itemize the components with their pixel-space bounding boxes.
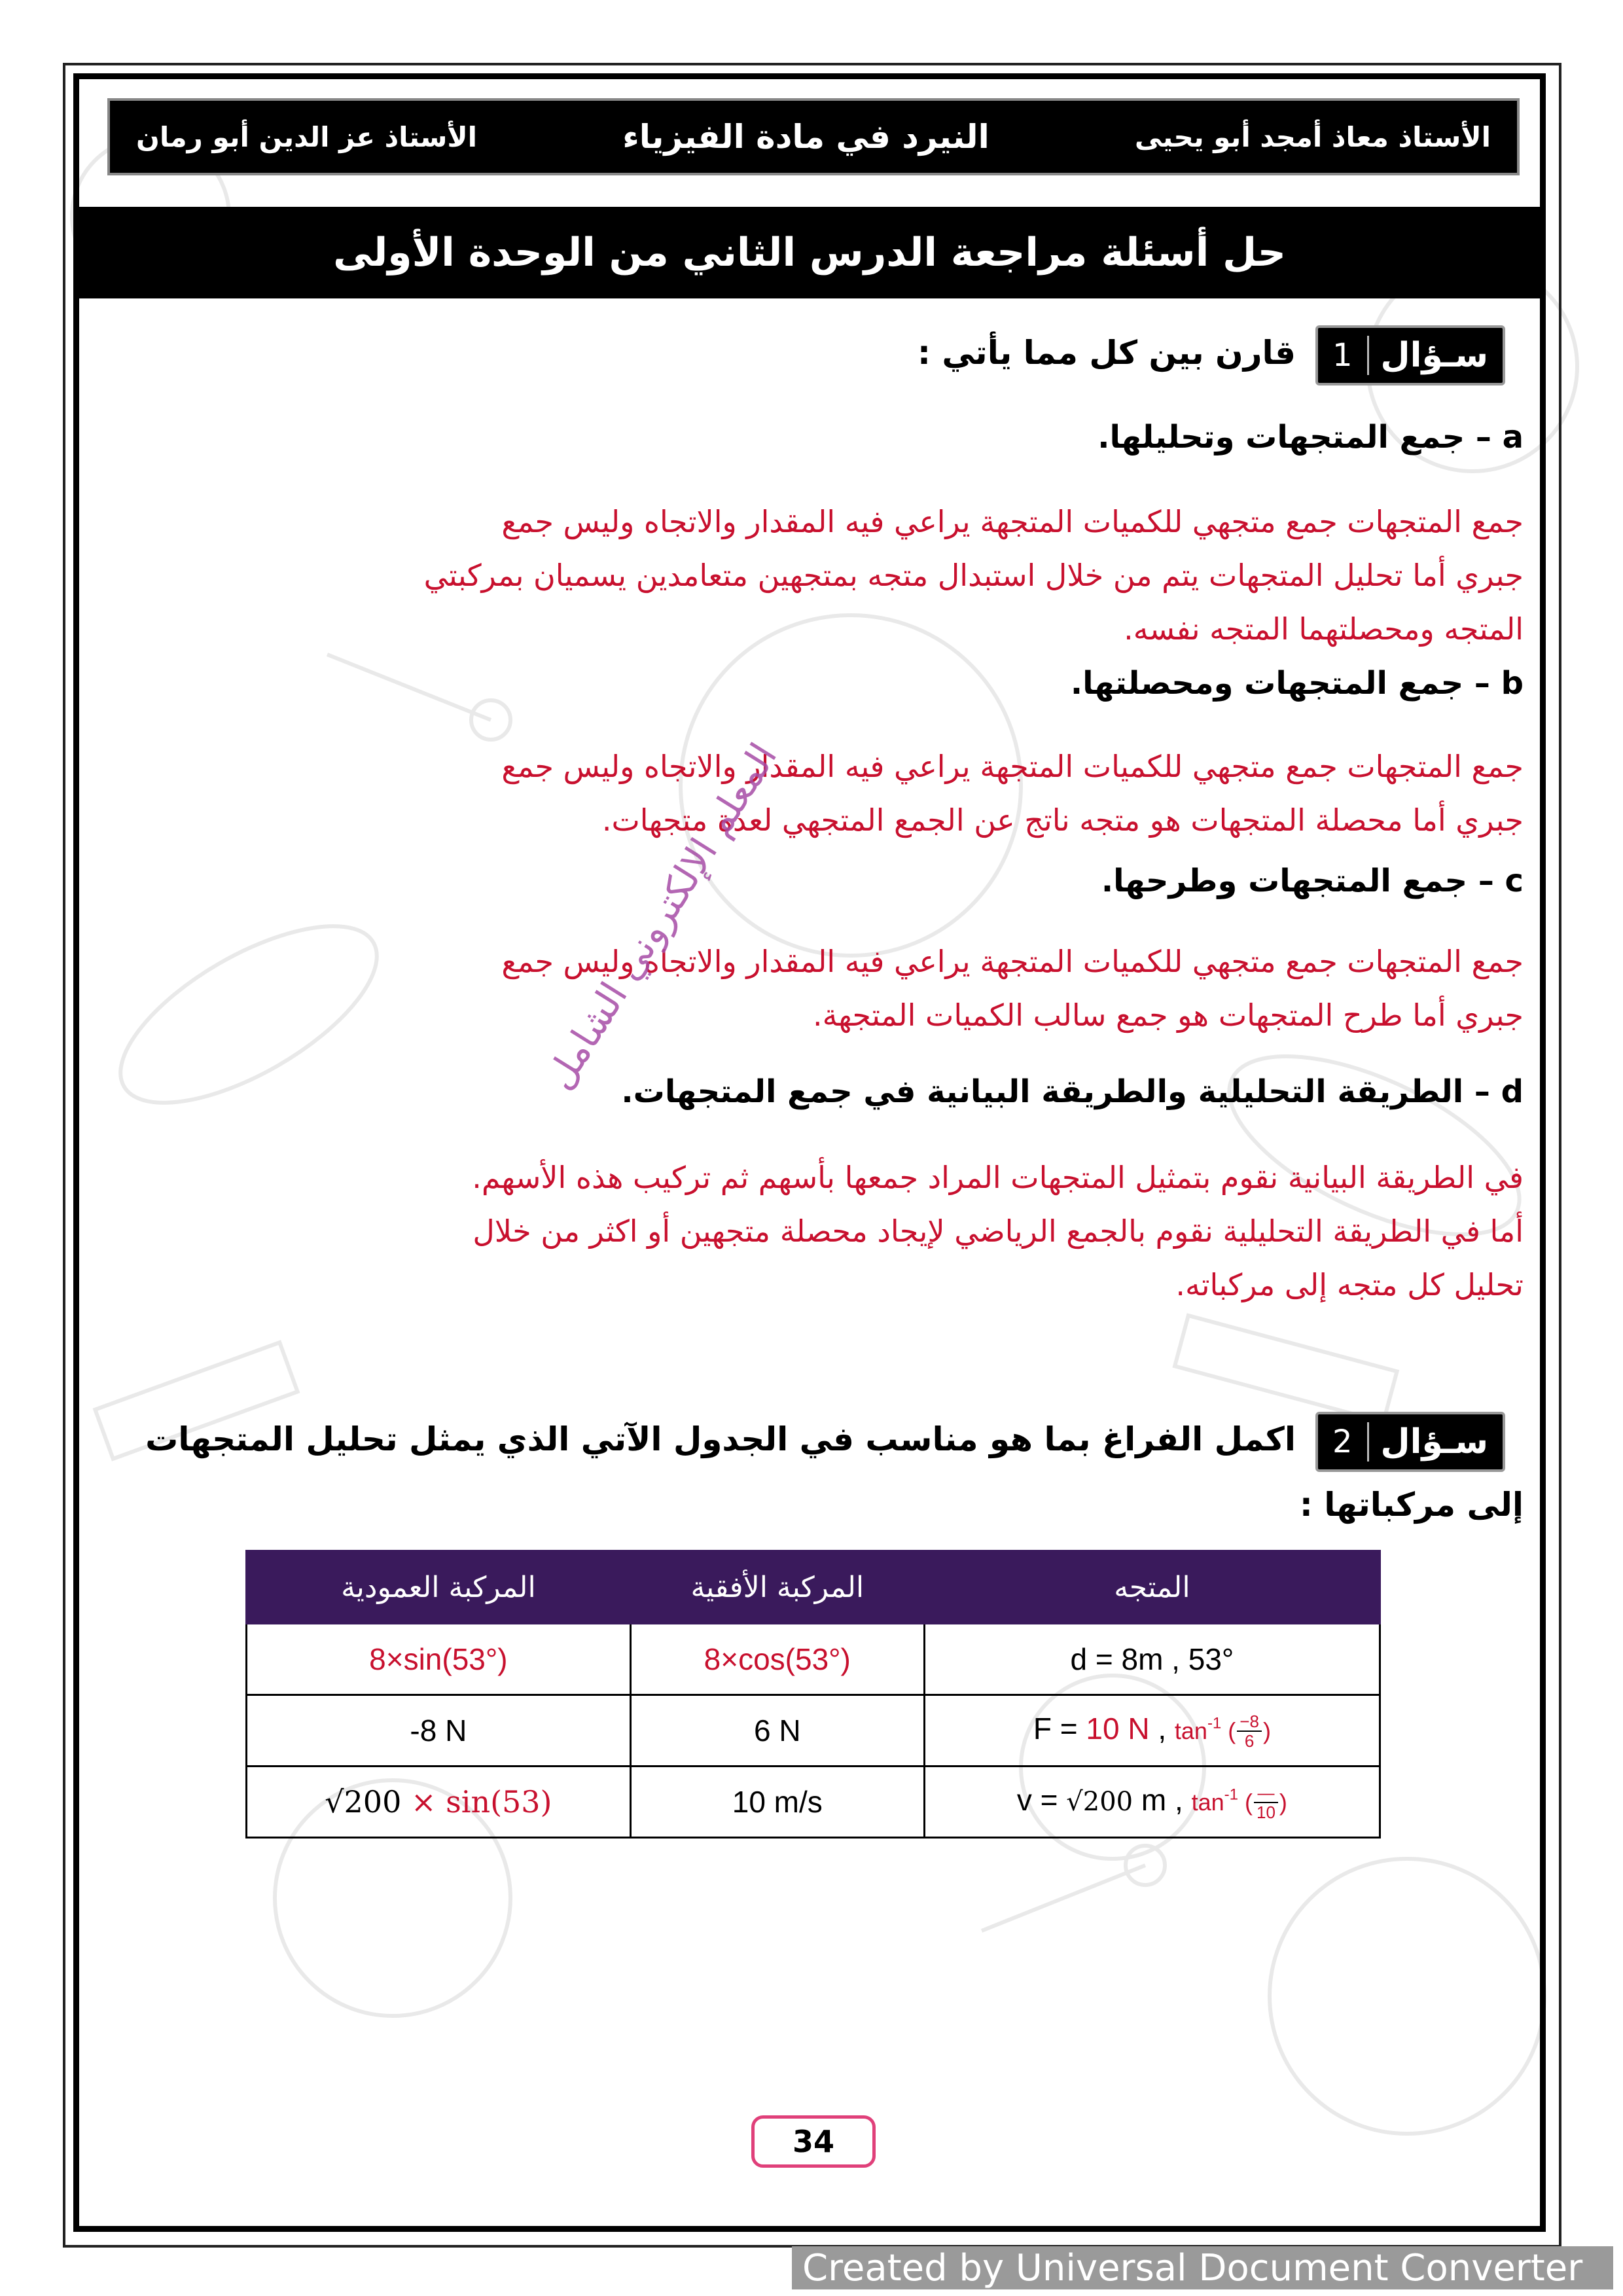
- fraction-numerator: −8: [1237, 1712, 1262, 1732]
- q1-part-a-heading: a – جمع المتجهات وتحليلها.: [1097, 419, 1524, 456]
- q1-part-d-heading: d – الطريقة التحليلية والطريقة البيانية في جمع المتجهات.: [621, 1073, 1524, 1110]
- lesson-title: حل أسئلة مراجعة الدرس الثاني من الوحدة الأولى: [76, 207, 1543, 298]
- answer-line: أما في الطريقة التحليلية نقوم بالجمع الرياضي لإيجاد محصلة متجهين أو اكثر من خلال: [473, 1213, 1524, 1249]
- q1-part-b-heading: b – جمع المتجهات ومحصلتها.: [1070, 665, 1524, 702]
- table-header-row: [247, 1551, 1380, 1624]
- vector-symbol: v =: [1016, 1783, 1067, 1818]
- column-header-vertical: المركبة العمودية: [247, 1551, 631, 1624]
- answer-line: جبري أما طرح المتجهات هو جمع سالب الكميات المتجهة.: [812, 997, 1524, 1033]
- question-number: 1: [1332, 337, 1353, 374]
- table-row: [247, 1624, 1380, 1695]
- header-bar: [107, 98, 1520, 175]
- angle-fraction: [1237, 1712, 1262, 1750]
- answer-line: جبري أما تحليل المتجهات يتم من خلال استبدال متجه بمتجهين متعامدين يسميان بمركبتي: [423, 558, 1524, 593]
- tan-label: tan: [1174, 1717, 1207, 1745]
- q1-part-c-heading: c – جمع المتجهات وطرحها.: [1101, 863, 1524, 899]
- angle-fraction: [1254, 1784, 1278, 1821]
- question-2-text-line1: اكمل الفراغ بما هو مناسب في الجدول الآتي الذي يمثل تحليل المتجهات: [145, 1420, 1296, 1458]
- cell-horizontal: 8×cos(53°): [630, 1624, 924, 1695]
- cell-vector: F = 10 N , $\tan^{-1}$ ( $\frac{-8}{6}$ ): [924, 1695, 1380, 1767]
- root-value: √200: [325, 1784, 402, 1820]
- cell-vector: d = 8m , 53°: [924, 1624, 1380, 1695]
- answer-line: المتجه ومحصلتهما المتجه نفسه.: [1124, 611, 1524, 647]
- question-number: 2: [1332, 1424, 1353, 1460]
- cell-vector: v = √200 m , $\tan^{-1}$ ( $\frac{—}{10}$ ): [924, 1767, 1380, 1838]
- cell-vertical: -8 N: [247, 1695, 631, 1767]
- answer-line: جبري أما محصلة المتجهات هو متجه ناتج عن الجمع المتجهي لعدة متجهات.: [601, 802, 1524, 838]
- answer-line: جمع المتجهات جمع متجهي للكميات المتجهة يراعي فيه المقدار والاتجاه وليس جمع: [501, 749, 1524, 784]
- vector-magnitude: 10 N: [1086, 1712, 1150, 1746]
- tan-superscript: -1: [1224, 1785, 1238, 1804]
- table-row: [247, 1767, 1380, 1838]
- tan-superscript: -1: [1207, 1714, 1222, 1732]
- badge-divider: [1367, 1422, 1369, 1462]
- question-1-badge: [1315, 325, 1505, 386]
- answer-line: جمع المتجهات جمع متجهي للكميات المتجهة يراعي فيه المقدار والاتجاه وليس جمع: [501, 504, 1524, 539]
- table-row: [247, 1695, 1380, 1767]
- fraction-denominator: 6: [1244, 1731, 1255, 1751]
- cell-vertical: [247, 1767, 631, 1838]
- vector-symbol: F =: [1033, 1712, 1086, 1746]
- q1-part-a-answer: [84, 495, 1524, 656]
- q1-part-c-answer: [84, 935, 1524, 1042]
- question-word: سـؤال: [1380, 336, 1489, 375]
- column-header-horizontal: المركبة الأفقية: [630, 1551, 924, 1624]
- question-2-badge: [1315, 1412, 1505, 1472]
- question-word: سـؤال: [1380, 1422, 1489, 1462]
- cell-horizontal: 10 m/s: [630, 1767, 924, 1838]
- book-title: النيرد في مادة الفيزياء: [622, 118, 990, 156]
- answer-line: جمع المتجهات جمع متجهي للكميات المتجهة يراعي فيه المقدار والاتجاه وليس جمع: [501, 944, 1524, 979]
- teacher-name-left: الأستاذ عز الدين أبو رمان: [136, 120, 478, 153]
- q1-part-d-answer: [84, 1151, 1524, 1312]
- cell-vertical: 8×sin(53°): [247, 1624, 631, 1695]
- question-1-text: قارن بين كل مما يأتي :: [917, 334, 1296, 372]
- page-number: 34: [751, 2115, 876, 2168]
- answer-line: تحليل كل متجه إلى مركباته.: [1175, 1267, 1524, 1302]
- vector-components-table: [245, 1550, 1381, 1839]
- vector-unit: m ,: [1133, 1783, 1192, 1818]
- root-value: √200: [1066, 1787, 1133, 1818]
- q1-part-b-answer: [84, 740, 1524, 847]
- question-2-text-line2: إلى مركباتها :: [1299, 1486, 1524, 1524]
- fraction-denominator: 10: [1256, 1802, 1275, 1822]
- converter-watermark: Created by Universal Document Converter: [792, 2246, 1613, 2289]
- teacher-name-right: الأستاذ معاذ أمجد أبو يحيى: [1134, 120, 1491, 153]
- answer-line: في الطريقة البيانية نقوم بتمثيل المتجهات المراد جمعها بأسهم ثم تركيب هذه الأسهم.: [472, 1160, 1524, 1195]
- cell-horizontal: 6 N: [630, 1695, 924, 1767]
- column-header-vector: المتجه: [924, 1551, 1380, 1624]
- badge-divider: [1367, 336, 1369, 375]
- watermark-text: المعلم الإلكتروني الشامل: [537, 735, 786, 1098]
- separator: ,: [1149, 1712, 1175, 1746]
- sin-expression: × sin(53): [401, 1784, 552, 1820]
- fraction-numerator: —: [1254, 1784, 1278, 1803]
- tan-label: tan: [1191, 1789, 1224, 1816]
